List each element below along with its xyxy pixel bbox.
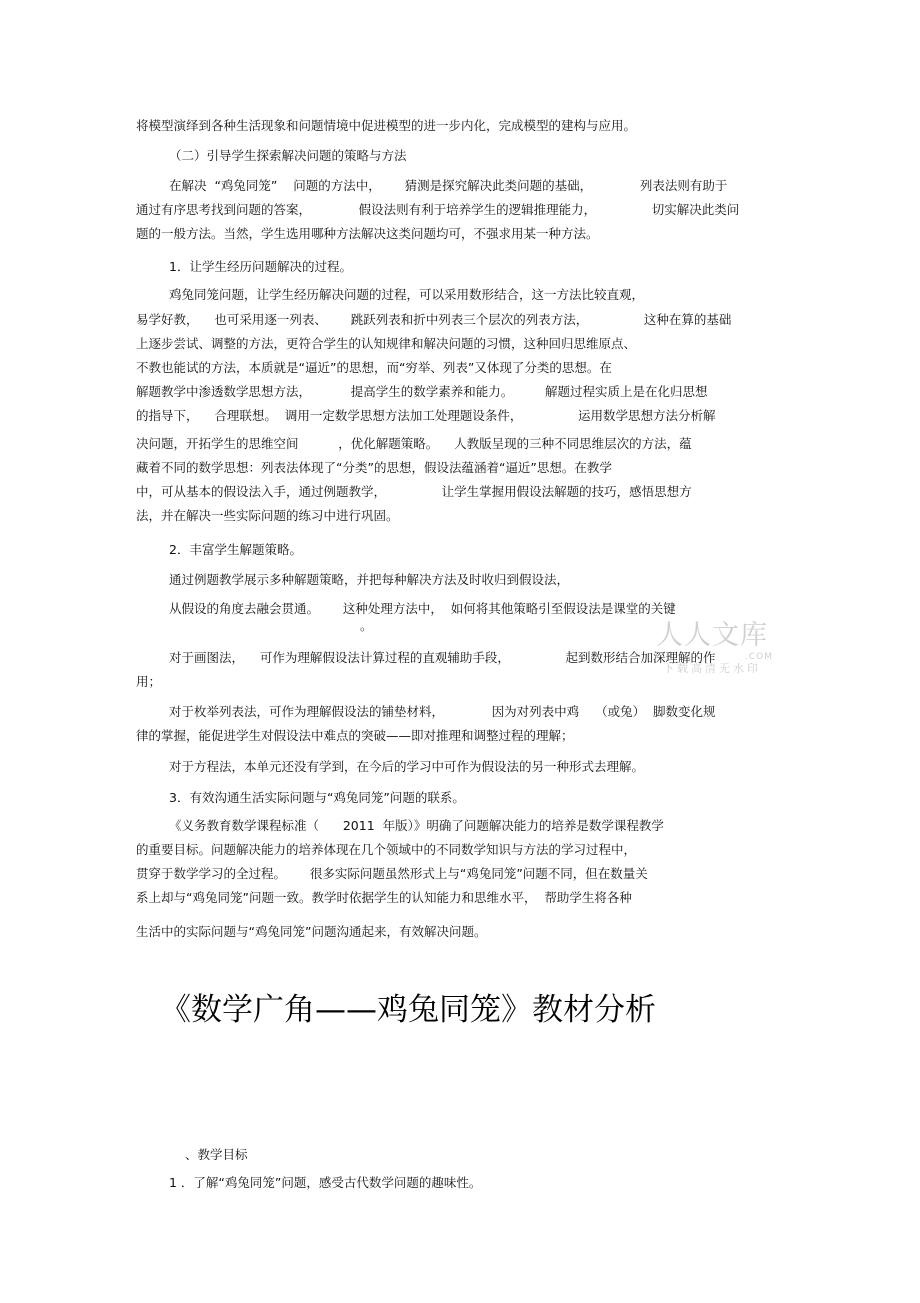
watermark-name: 人人文库 xyxy=(656,620,768,651)
text-line: 易学好教， 也可采用逐一列表、 跳跃列表和折中列表三个层次的列表方法， 这种在算的基础 xyxy=(136,312,732,327)
text-line: 通过例题教学展示多种解题策略，并把每种解决方法及时收归到假设法， xyxy=(169,572,570,587)
text-line: 生活中的实际问题与“鸡兔同笼”问题沟通起来，有效解决问题。 xyxy=(136,924,487,939)
text-line: 解题教学中渗透数学思想方法， 提高学生的数学素养和能力。 解题过程实质上是在化归思想 xyxy=(136,384,708,399)
text-line: 在解决 “鸡兔同笼” 问题的方法中， 猜测是探究解决此类问题的基础， 列表法则有助于 xyxy=(169,178,728,193)
text-line: 决问题，开拓学生的思维空间 ，优化解题策略。 人教版呈现的三种不同思维层次的方法，蕴 xyxy=(136,436,692,451)
text-line: 法，并在解决一些实际问题的练习中进行巩固。 xyxy=(136,508,399,523)
text-line: 1 ．了解“鸡兔同笼”问题，感受古代数学问题的趣味性。 xyxy=(169,1175,482,1190)
text-line: 。 xyxy=(360,618,373,633)
section-heading: 、教学目标 xyxy=(185,1147,248,1162)
text-line: 从假设的角度去融会贯通。 这种处理方法中， 如何将其他策略引至假设法是课堂的关键 xyxy=(169,601,676,616)
watermark-logo xyxy=(651,620,773,676)
text-line: 系上却与“鸡兔同笼”问题一致。教学时依据学生的认知能力和思维水平， 帮助学生将各种 xyxy=(136,890,632,905)
text-line: 上逐步尝试、调整的方法，更符合学生的认知规律和解决问题的习惯，这种回归思维原点、 xyxy=(136,336,637,351)
text-line: 《义务教育数学课程标准（ 2011 年版）》明确了问题解决能力的培养是数学课程教学 xyxy=(169,818,664,833)
subsection-heading: 1．让学生经历问题解决的过程。 xyxy=(169,259,352,274)
text-line: 中，可从基本的假设法入手，通过例题教学， 让学生掌握用假设法解题的技巧，感悟思想方 xyxy=(136,484,692,499)
document-title: 《数学广角——鸡兔同笼》教材分析 xyxy=(160,992,656,1028)
text-line: 用； xyxy=(136,674,162,689)
text-line: 对于方程法，本单元还没有学到，在今后的学习中可作为假设法的另一种形式去理解。 xyxy=(169,759,645,774)
subsection-heading: 2．丰富学生解题策略。 xyxy=(169,542,302,557)
text-line: 的指导下， 合理联想。 调用一定数学思想方法加工处理题设条件， 运用数学思想方法分析解 xyxy=(136,408,716,423)
section-heading: （二）引导学生探索解决问题的策略与方法 xyxy=(169,148,407,163)
text-line: 通过有序思考找到问题的答案， 假设法则有利于培养学生的逻辑推理能力， 切实解决此类问 xyxy=(136,202,740,217)
text-line: 贯穿于数学学习的全过程。 很多实际问题虽然形式上与“鸡兔同笼”问题不同，但在数量关 xyxy=(136,866,648,881)
text-line: 鸡兔同笼问题，让学生经历解决问题的过程，可以采用数形结合，这一方法比较直观， xyxy=(169,287,645,302)
text-line: 对于画图法， 可作为理解假设法计算过程的直观辅助手段， 起到数形结合加深理解的作 xyxy=(169,650,716,665)
watermark-domain: .COM xyxy=(745,652,773,662)
text-line: 对于枚举列表法，可作为理解假设法的铺垫材料， 因为对列表中鸡 （或兔） 脚数变化规 xyxy=(169,704,716,719)
text-line: 藏着不同的数学思想：列表法体现了“分类”的思想，假设法蕴涵着“逼近”思想。在教学 xyxy=(136,460,612,475)
text-line: 的重要目标。问题解决能力的培养体现在几个领域中的不同数学知识与方法的学习过程中， xyxy=(136,842,637,857)
subsection-heading: 3．有效沟通生活实际问题与“鸡兔同笼”问题的联系。 xyxy=(169,790,465,805)
text-line: 不教也能试的方法，本质就是“逼近”的思想，而“穷举、列表”又体现了分类的思想。在 xyxy=(136,360,612,375)
text-line: 题的一般方法。当然，学生选用哪种方法解决这类问题均可，不强求用某一种方法。 xyxy=(136,226,599,241)
text-line: 律的掌握，能促进学生对假设法中难点的突破——即对推理和调整过程的理解； xyxy=(136,728,574,743)
watermark-tagline: 下载高清无水印 xyxy=(663,662,761,675)
text-line: 将模型演绎到各种生活现象和问题情境中促进模型的进一步内化，完成模型的建构与应用。 xyxy=(136,118,637,133)
